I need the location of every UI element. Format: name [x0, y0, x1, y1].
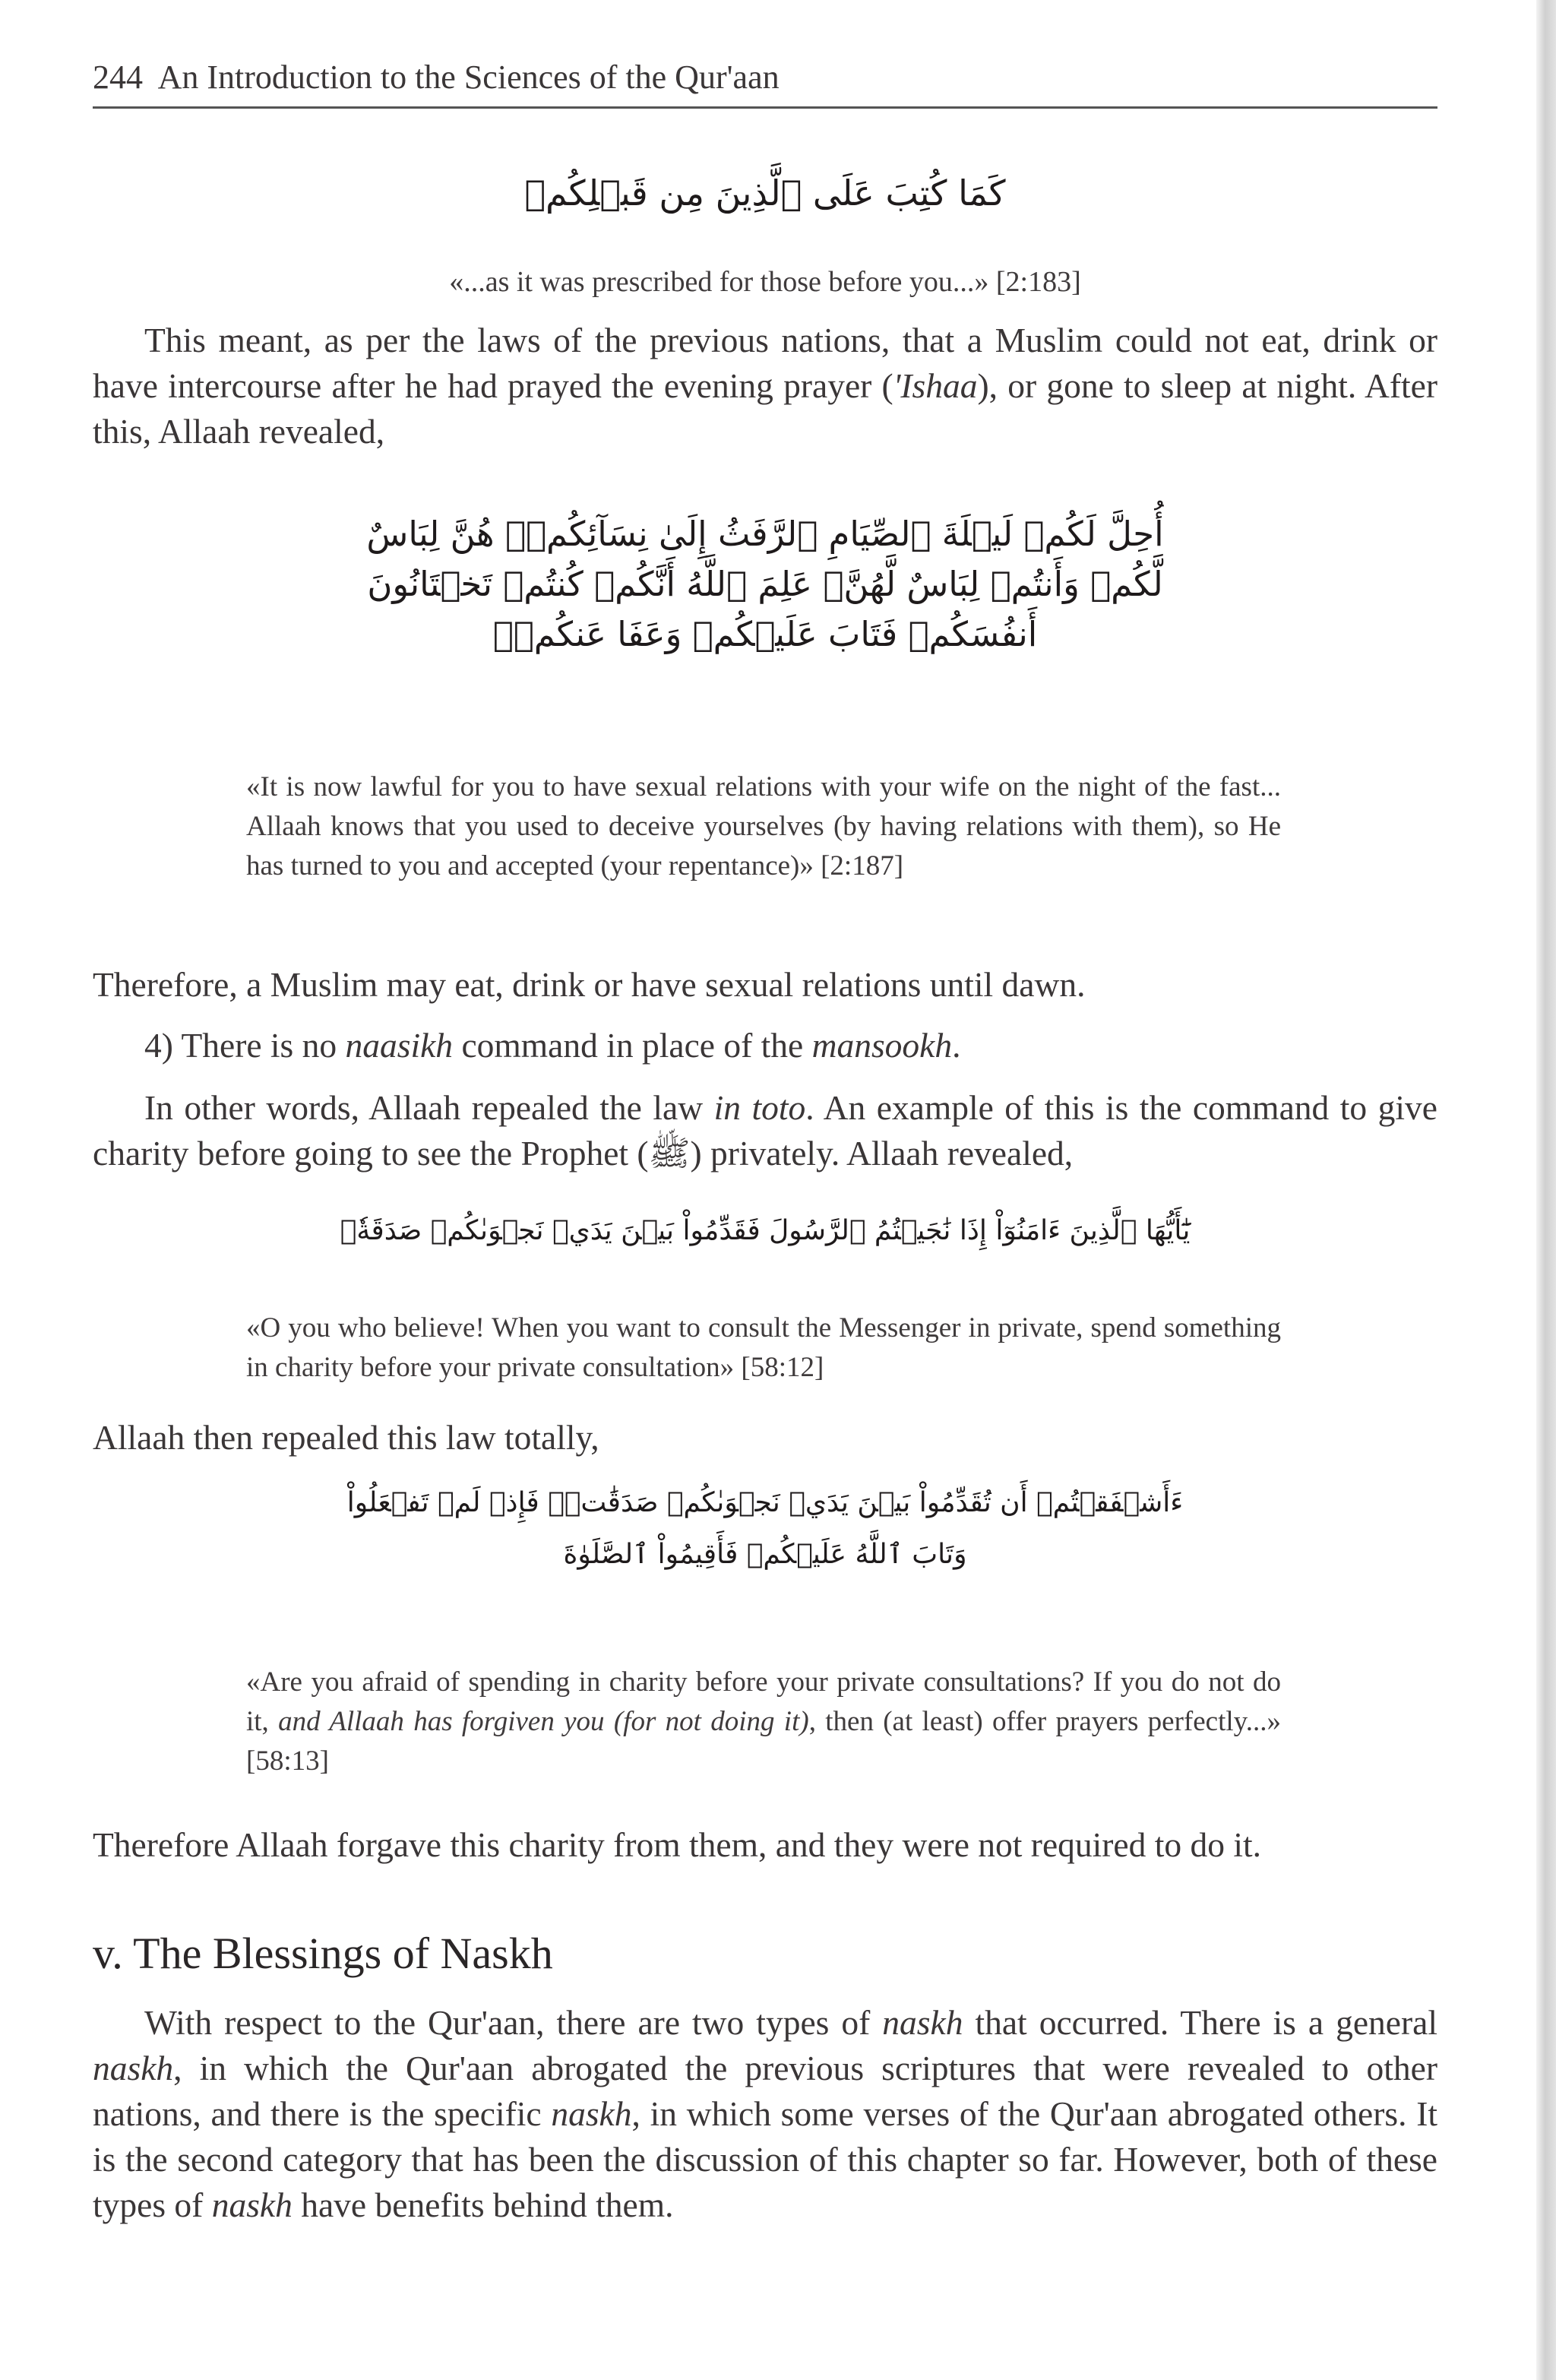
- running-header: [93, 56, 780, 99]
- arabic-line: أُحِلَّ لَكُمۡ لَيۡلَةَ ٱلصِّيَامِ ٱلرَّفَثُ إِلَىٰ نِسَآئِكُمۡۚ هُنَّ لِبَاسٌ: [366, 514, 1164, 554]
- emphasis-forgiven: and Allaah has forgiven you (for not doing it): [278, 1706, 809, 1737]
- text-run: .: [952, 1026, 961, 1065]
- text-run: With respect to the Qur'aan, there are two types of: [144, 2003, 883, 2042]
- text-run: «Are you afraid of spending in charity before your private consultations? If you do not do it,: [246, 1666, 1281, 1737]
- emphasis-in-toto: in toto: [713, 1088, 806, 1127]
- paragraph-repealed-totally: Allaah then repealed this law totally,: [93, 1418, 599, 1457]
- arabic-verse-58-12: [93, 1207, 1437, 1255]
- paragraph-charity-forgiven: Therefore Allaah forgave this charity from them, and they were not required to do it.: [93, 1825, 1262, 1864]
- paragraph-no-naasikh: [93, 1023, 1437, 1068]
- page-number: 244: [93, 59, 143, 96]
- arabic-verse-2-187: [93, 509, 1437, 660]
- text-run: that occurred. There is a general: [963, 2003, 1437, 2042]
- text-run: command in place of the: [453, 1026, 812, 1065]
- paragraph-two-types-naskh: [93, 2000, 1437, 2228]
- text-run: , in which the Qur'aan abrogated the previous scriptures that were revealed to other nations, and there is the specific: [93, 2049, 1437, 2133]
- text-run: 4) There is no: [144, 1026, 346, 1065]
- arabic-verse-58-13: [93, 1477, 1437, 1581]
- section-heading: v. The Blessings of Naskh: [93, 1929, 553, 1978]
- text-run: have benefits behind them.: [292, 2185, 674, 2224]
- paragraph-previous-nations: [93, 318, 1437, 454]
- running-title: An Introduction to the Sciences of the Qur'aan: [157, 59, 780, 96]
- paragraph-in-toto: [93, 1085, 1437, 1176]
- verse-translation-2-183: «...as it was prescribed for those before you...» [2:183]: [449, 266, 1081, 298]
- text-run: This meant, as per the laws of the previous nations, that a Muslim could not eat, drink or have intercourse after he had prayed the evening prayer (: [93, 321, 1437, 405]
- text-run: , then (at least) offer prayers perfectly...» [58:13]: [246, 1706, 1281, 1777]
- arabic-line: لَّكُمۡ وَأَنتُمۡ لِبَاسٌ لَّهُنَّۗ عَلِمَ ٱللَّهُ أَنَّكُمۡ كُنتُمۡ تَخۡتَانُونَ: [367, 564, 1163, 604]
- emphasis-naskh: naskh: [882, 2003, 963, 2042]
- quote-translation-2-187: «It is now lawful for you to have sexual relations with your wife on the night of the fast... Allaah knows that you used to deceive yourselves (by having relations with them), so He has turned to you and accepted (your repentance)» [2:187]: [246, 771, 1281, 881]
- header-rule: [93, 106, 1437, 109]
- emphasis-ishaa: 'Ishaa: [893, 366, 978, 405]
- arabic-line: كَمَا كُتِبَ عَلَى ٱلَّذِينَ مِن قَبۡلِكُمۡ: [524, 172, 1006, 214]
- text-run: ), or gone to sleep at night. After this, Allaah revealed,: [93, 366, 1437, 451]
- arabic-line: يَٰٓأَيُّهَا ٱلَّذِينَ ءَامَنُوٓاْ إِذَا نَٰجَيۡتُمُ ٱلرَّسُولَ فَقَدِّمُواْ بَيۡنَ يَدَيۡ نَجۡوَىٰكُمۡ صَدَقَةٗۚ: [340, 1215, 1191, 1246]
- emphasis-naskh: naskh: [551, 2094, 632, 2133]
- paragraph-until-dawn: Therefore, a Muslim may eat, drink or have sexual relations until dawn.: [93, 965, 1086, 1004]
- emphasis-naskh: naskh: [211, 2185, 293, 2224]
- arabic-line: ءَأَشۡفَقۡتُمۡ أَن تُقَدِّمُواْ بَيۡنَ يَدَيۡ نَجۡوَىٰكُمۡ صَدَقَٰتٖۚ فَإِذۡ لَمۡ تَفۡعَلُواْ: [346, 1487, 1184, 1518]
- text-run: , in which some verses of the Qur'aan abrogated others. It is the second category that has been the discussion of this chapter so far. However, both of these types of: [93, 2094, 1437, 2224]
- quote-translation-58-13: [246, 1663, 1281, 1781]
- arabic-verse-2-183: [93, 169, 1437, 217]
- text-run: . An example of this is the command to give charity before going to see the Prophet (ﷺ) privately. Allaah revealed,: [93, 1088, 1437, 1173]
- page-spine-shadow: [1536, 0, 1556, 2380]
- arabic-line: أَنفُسَكُمۡ فَتَابَ عَلَيۡكُمۡ وَعَفَا عَنكُمۡۖ: [492, 614, 1038, 654]
- text-run: In other words, Allaah repealed the law: [144, 1088, 714, 1127]
- emphasis-naskh: naskh: [93, 2049, 174, 2087]
- emphasis-mansookh: mansookh: [811, 1026, 953, 1065]
- arabic-line: وَتَابَ ٱللَّهُ عَلَيۡكُمۡ فَأَقِيمُواْ ٱلصَّلَوٰةَ: [563, 1539, 967, 1570]
- emphasis-naasikh: naasikh: [345, 1026, 454, 1065]
- quote-translation-58-12: «O you who believe! When you want to consult the Messenger in private, spend something in charity before your private consultation» [58:12]: [246, 1312, 1281, 1383]
